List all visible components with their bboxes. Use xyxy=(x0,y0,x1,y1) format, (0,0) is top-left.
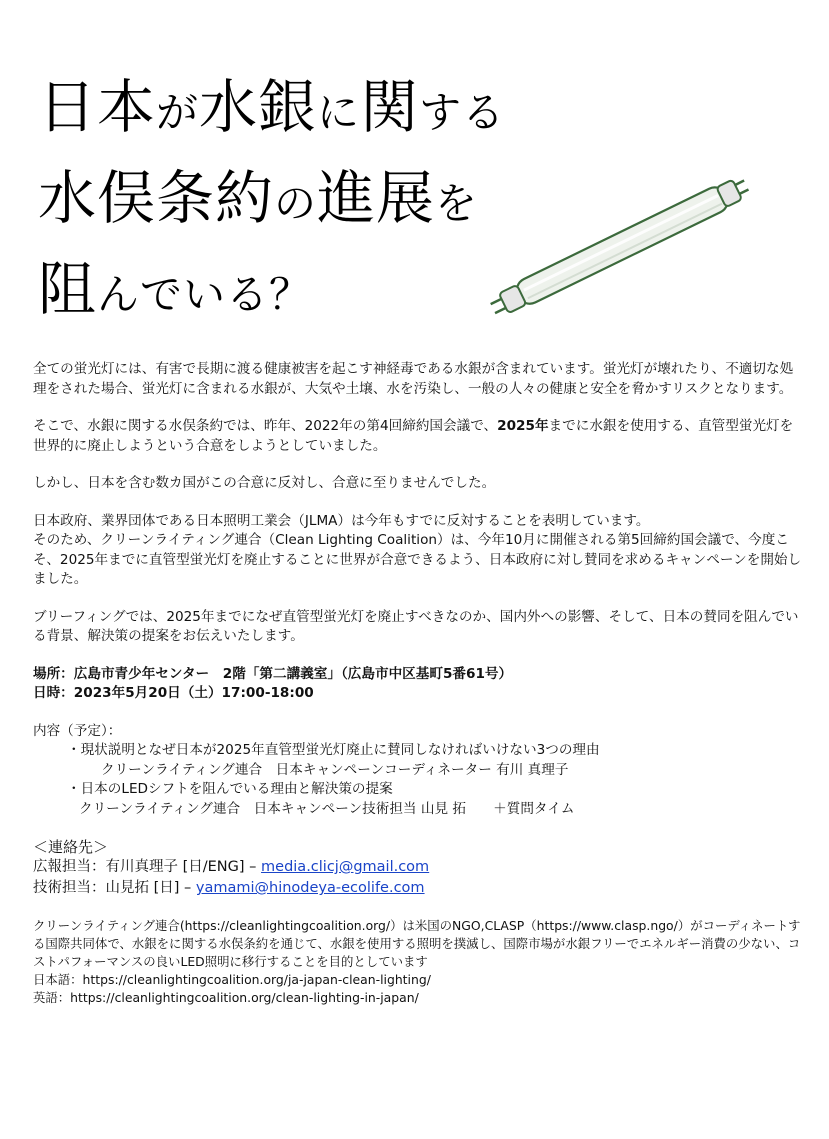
place-label: 場所： xyxy=(33,665,74,682)
title-segment: 水銀 xyxy=(199,73,318,141)
contact-tech xyxy=(33,878,803,899)
place-floor: 2階「第二講義室」 xyxy=(222,665,341,682)
title-segment: 日本 xyxy=(38,73,157,141)
title-segment: 水俣条約 xyxy=(38,164,275,232)
title-segment: 関 xyxy=(360,73,420,141)
footer-japanese-link[interactable]: 日本語：https://cleanlightingcoalition.org/ja-japan-clean-lighting/ xyxy=(33,972,431,987)
agenda-item-2-speaker: クリーンライティング連合 日本キャンペーン技術担当 山見 拓 ＋質問タイム xyxy=(79,800,575,817)
convention-text-b: までに水銀を使用する、直管型蛍光灯を世界的に廃止しようという合意をしようとしていました。 xyxy=(33,418,794,454)
convention-paragraph xyxy=(33,417,803,456)
title-segment: の xyxy=(274,179,318,228)
main-body xyxy=(33,360,803,1007)
event-date xyxy=(33,684,803,704)
tech-email-link[interactable]: yamami@hinodeya-ecolife.com xyxy=(195,880,425,896)
campaign-paragraph: そのため、クリーンライティング連合（Clean Lighting Coalition）は、今年10月に開催される第5回締約国会議で、今度こそ、2025年までに直管型蛍光灯を廃止することに世界が合意できるよう、日本政府に対し賛同を求めるキャンペーンを開始しました。 xyxy=(33,532,802,587)
agenda-item-1-speaker: クリーンライティング連合 日本キャンペーンコーディネーター 有川 真理子 xyxy=(101,761,569,778)
page-title xyxy=(38,62,505,335)
fluorescent-tube-icon xyxy=(470,150,770,350)
intro-paragraph: 全ての蛍光灯には、有害で長期に渡る健康被害を起こす神経毒である水銀が含まれています。蛍光灯が壊れたり、不適切な処理をされた場合、蛍光灯に含まれる水銀が、大気や土壌、水を汚染し、一般の人々の健康と安全を脅かすリスクとなります。 xyxy=(33,361,794,397)
convention-year: 2025年 xyxy=(497,418,549,434)
agenda-item-2: ・日本のLEDシフトを阻んでいる理由と解決策の提案 xyxy=(67,781,393,797)
opposition-paragraph: しかし、日本を含む数カ国がこの合意に反対し、合意に至りませんでした。 xyxy=(33,475,496,491)
agenda-heading: 内容（予定）： xyxy=(33,722,122,739)
jlma-statement: 日本政府、業界団体である日本照明工業会（JLMA）は今年もすでに反対することを表明しています。 xyxy=(33,512,650,529)
event-place xyxy=(33,665,803,685)
date-value: 2023年5月20日（土）17:00-18:00 xyxy=(73,685,314,701)
agenda-item-1: ・現状説明となぜ日本が2025年直管型蛍光灯廃止に賛同しなければいけない3つの理由 xyxy=(67,742,600,758)
title-segment: 進展 xyxy=(317,164,436,232)
place-address: （広島市中区基町5番61号） xyxy=(341,665,513,682)
title-segment: する xyxy=(419,88,506,137)
contact-pr xyxy=(33,857,803,878)
title-line-2 xyxy=(38,153,505,244)
title-line-1 xyxy=(38,62,505,153)
title-segment: 阻 xyxy=(38,255,98,323)
contact-heading: ＜連絡先＞ xyxy=(33,838,109,856)
footer-english-link[interactable]: 英語：https://cleanlightingcoalition.org/clean-lighting-in-japan/ xyxy=(33,990,419,1005)
contact-pr-label: 広報担当：有川真理子 [日/ENG] – xyxy=(33,859,262,875)
date-label: 日時： xyxy=(33,685,74,701)
footer-description: クリーンライティング連合(https://cleanlightingcoalition.org/）は米国のNGO,CLASP（https://www.clasp.ngo/）がコーディネートする国際共同体で、水銀をに関する水俣条約を通じて、水銀を使用する照明を撲滅し、国際市場が水銀フリーでエネルギー消費の少ない、コストパフォーマンスの良いLED照明に移行することを目的としています xyxy=(33,918,801,969)
pr-email-link[interactable]: media.clicj@gmail.com xyxy=(261,859,430,875)
convention-text-a: そこで、水銀に関する水俣条約では、昨年、2022年の第4回締約国会議で、 xyxy=(33,418,498,434)
title-segment: が xyxy=(156,88,200,137)
title-segment: を xyxy=(435,179,479,228)
briefing-paragraph: ブリーフィングでは、2025年までになぜ直管型蛍光灯を廃止すべきなのか、国内外への影響、そして、日本の賛同を阻んでいる背景、解決策の提案をお伝えいたします。 xyxy=(33,608,799,644)
place-value: 広島市青少年センター xyxy=(73,665,223,682)
title-segment: に xyxy=(317,88,361,137)
title-line-3 xyxy=(38,244,505,335)
title-segment: んでいる？ xyxy=(97,270,313,319)
contact-tech-label: 技術担当：山見拓 [日] – xyxy=(33,880,196,896)
